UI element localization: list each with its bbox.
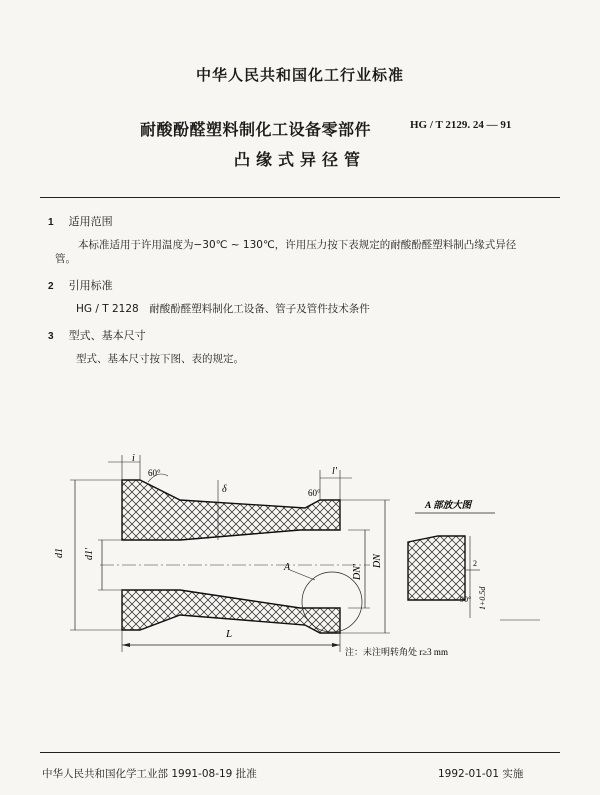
detail-view-title: A 部放大图 (425, 501, 472, 511)
label-d1: d1 (54, 548, 65, 558)
detail-view-section (408, 536, 465, 600)
section-number: 2 (48, 281, 54, 292)
detail-a-leader (290, 570, 315, 580)
bottom-divider (40, 752, 560, 753)
section-1-text-line1: 本标准适用于许用温度为−30℃ ~ 130℃，许用压力按下表规定的耐酸酚醛塑料制凸缘式异径 (78, 239, 517, 251)
standard-number: HG / T 2129. 24 — 91 (410, 119, 512, 131)
section-3-text: 型式、基本尺寸按下图、表的规定。 (76, 353, 244, 365)
label-detail-2: 2 (473, 559, 477, 568)
section-title: 引用标准 (68, 279, 113, 292)
effective-date: 1992-01-01 实施 (438, 768, 524, 780)
document-subtitle: 凸缘式异径管 (233, 150, 366, 169)
arrowhead (332, 643, 340, 647)
lower-wall-section (122, 590, 340, 633)
section-number: 3 (48, 331, 54, 342)
approval-statement: 中华人民共和国化学工业部 1991-08-19 批准 (42, 768, 257, 780)
label-d1-prime: d1' (84, 547, 95, 560)
section-2-heading (48, 274, 113, 293)
label-detail-vertical: 1+0.5d (478, 586, 487, 610)
label-i: i (132, 453, 135, 464)
label-detail-90: 90° (460, 595, 472, 604)
label-delta: δ (222, 484, 227, 495)
label-l: L (226, 628, 233, 640)
document-title: 耐酸酚醛塑料制化工设备零部件 (140, 120, 372, 139)
section-1-heading (48, 210, 113, 229)
label-angle-60-left: 60° (148, 468, 161, 478)
arrowhead (122, 643, 130, 647)
reducer-drawing (40, 440, 580, 665)
section-3-heading (48, 324, 146, 343)
section-title: 适用范围 (68, 215, 113, 228)
label-a: A (284, 562, 291, 573)
section-1-text-line2: 管。 (55, 253, 76, 265)
section-number: 1 (48, 217, 54, 228)
label-dn-prime: DN' (352, 563, 363, 580)
top-divider (40, 197, 560, 198)
label-dn: DN (372, 554, 383, 568)
label-angle-60-right: 60° (308, 488, 321, 498)
label-l-prime: l' (332, 466, 337, 477)
drawing-note: 注：未注明转角处 r≥3 mm (345, 647, 448, 657)
standard-category-heading: 中华人民共和国化工行业标准 (195, 66, 404, 84)
section-2-text: HG / T 2128 耐酸酚醛塑料制化工设备、管子及管件技术条件 (76, 303, 370, 315)
section-title: 型式、基本尺寸 (68, 329, 146, 342)
